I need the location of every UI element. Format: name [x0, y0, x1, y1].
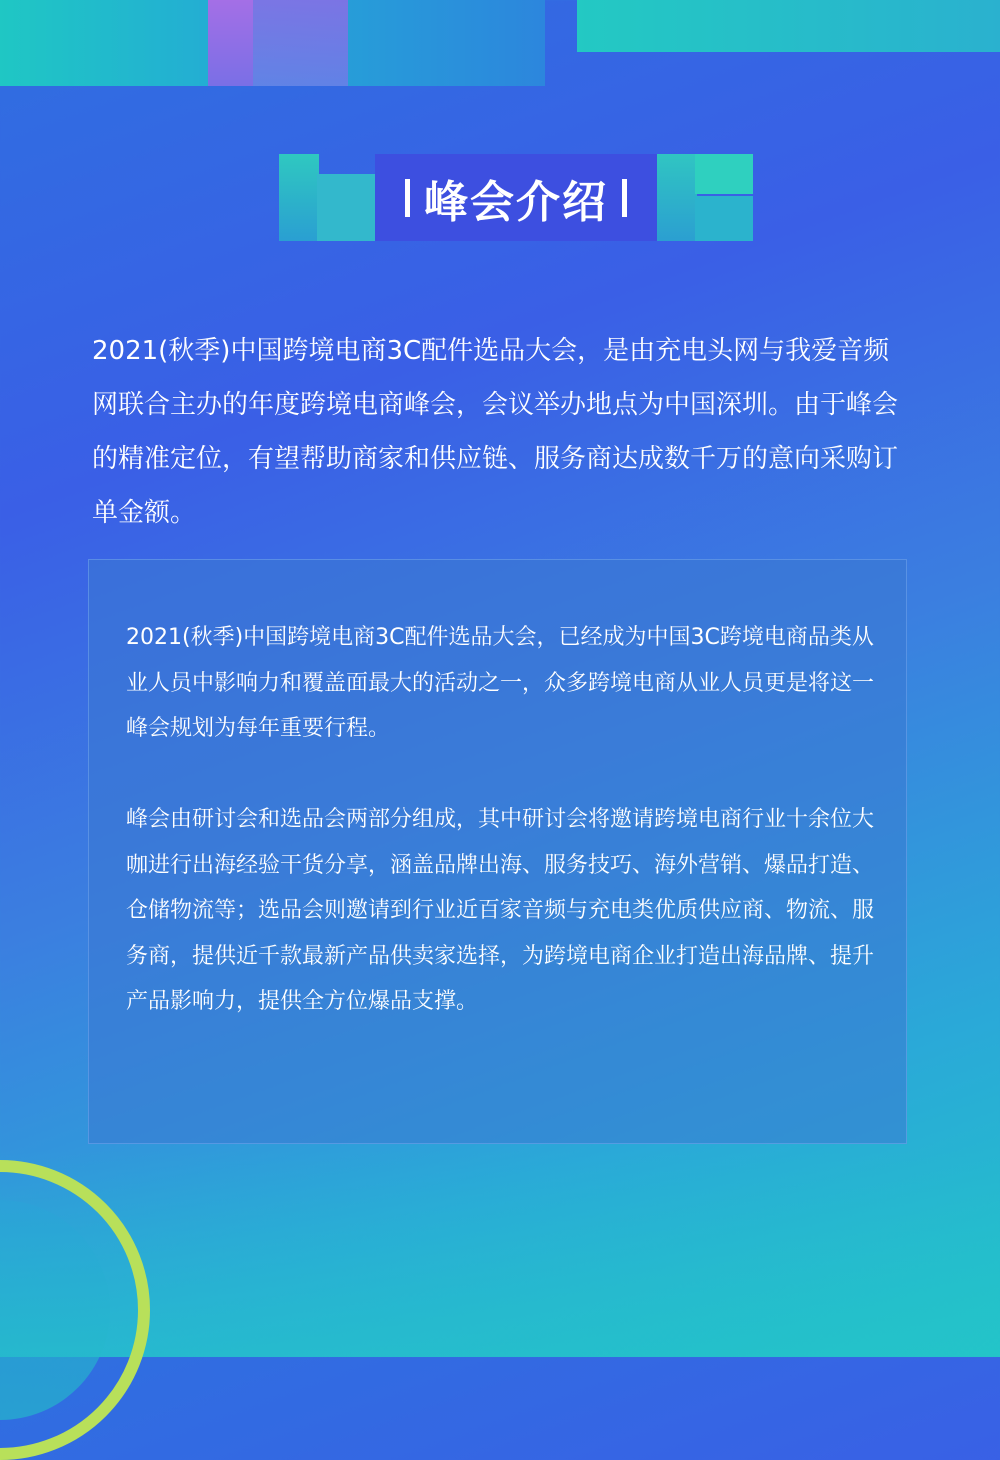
- title-tile: [317, 174, 375, 241]
- top-decoration-right: [577, 0, 1000, 52]
- title-tile: [695, 154, 753, 194]
- title-bar-right: [622, 179, 627, 217]
- info-card: [88, 559, 907, 1144]
- title-tile: [657, 154, 697, 241]
- intro-paragraph: 2021(秋季)中国跨境电商3C配件选品大会，是由充电头网与我爱音频网联合主办的年度跨境电商峰会，会议举办地点为中国深圳。由于峰会的精准定位，有望帮助商家和供应链、服务商达成数千万的意向采购订单金额。: [92, 336, 899, 528]
- top-decoration-strip: [208, 0, 253, 86]
- section-title: [279, 154, 753, 241]
- bottom-glow: [0, 1150, 1000, 1357]
- title-tile: [695, 196, 753, 241]
- page-title: 峰会介绍: [424, 176, 608, 228]
- title-box: [375, 154, 657, 241]
- card-paragraph-2: 峰会由研讨会和选品会两部分组成，其中研讨会将邀请跨境电商行业十余位大咖进行出海经验干货分享，涵盖品牌出海、服务技巧、海外营销、爆品打造、仓储物流等；选品会则邀请到行业近百家音频与充电类优质供应商、物流、服务商，提供近千款最新产品供卖家选择，为跨境电商企业打造出海品牌、提升产品影响力，提供全方位爆品支撑。: [126, 807, 875, 1014]
- card-paragraph-1: 2021(秋季)中国跨境电商3C配件选品大会，已经成为中国3C跨境电商品类从业人员中影响力和覆盖面最大的活动之一，众多跨境电商从业人员更是将这一峰会规划为每年重要行程。: [126, 625, 875, 741]
- title-tile: [279, 154, 319, 241]
- title-bar-left: [405, 179, 410, 217]
